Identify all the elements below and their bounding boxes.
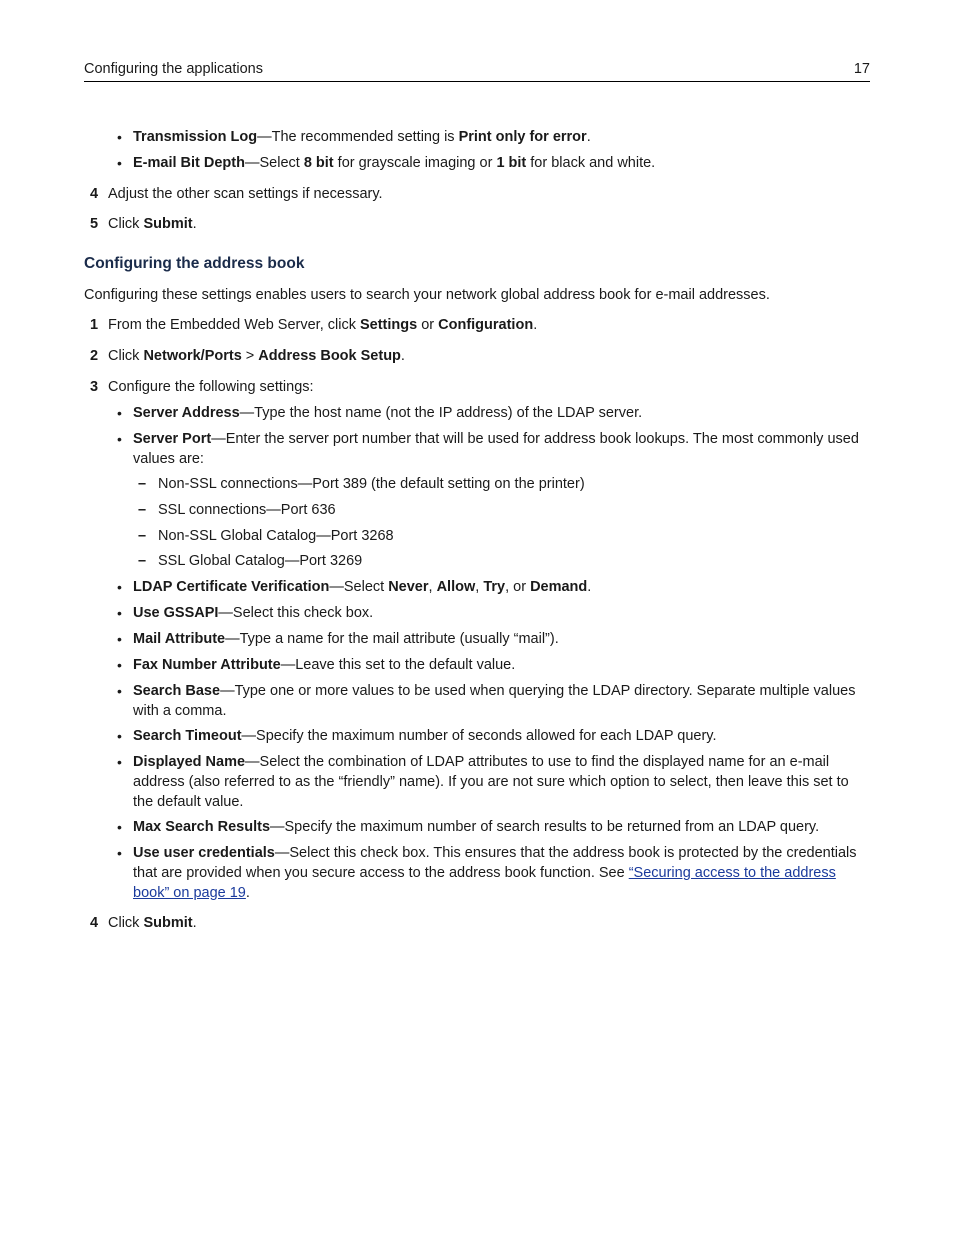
term: E-mail Bit Depth [133,155,245,171]
setting-fax-number-attribute [133,655,515,675]
text: for black and white. [526,155,656,171]
bullet-icon: • [117,683,122,699]
port-item: Non-SSL Global Catalog—Port 3268 [158,528,394,544]
text: Click [108,216,144,232]
term: Fax Number Attribute [133,657,281,673]
option: Demand [530,579,588,595]
text: —Select [244,155,304,171]
section-intro: Configuring these settings enables users to search your network global address book for e-mail addresses. [84,287,770,303]
section-heading: Configuring the address book [84,255,305,272]
setting-max-search-results [133,817,819,837]
bullet-icon: • [117,155,122,171]
text: Click [108,348,144,364]
dash-icon: – [138,553,147,569]
option: Never [388,579,429,595]
bullet-transmission-log [133,127,591,147]
step-number: 4 [90,915,99,931]
text: From the Embedded Web Server, click [108,317,360,333]
term: Mail Attribute [133,631,226,647]
text: —Type the host name (not the IP address) of the LDAP server. [239,405,643,421]
text: . [587,579,592,595]
text: —Select this check box. This ensures that the address book is protected by the credentials that are provided when you secure access to the address book function. See [133,845,857,881]
text: . [192,216,197,232]
setting-server-port [133,429,869,469]
term: Search Timeout [133,728,242,744]
text: for grayscale imaging or [333,155,497,171]
bullet-icon: • [117,431,122,447]
bullet-icon: • [117,405,122,421]
text: . [192,915,197,931]
setting-displayed-name [133,752,869,812]
step-click-submit [108,214,197,234]
term: Use user credentials [133,845,275,861]
option: Try [483,579,506,595]
ui-label: Submit [143,915,193,931]
option: Print only for error [458,129,587,145]
text: —Specify the maximum number of seconds allowed for each LDAP query. [241,728,717,744]
text: . [400,348,405,364]
text: > [241,348,259,364]
text: —Select the combination of LDAP attributes to use to find the displayed name for an e-mail address (also referred to as the “friendly” name). If you are not sure which option to select, then leave this set to the default value. [133,754,849,810]
term: Search Base [133,683,221,699]
bullet-email-bit-depth [133,153,655,173]
setting-use-gssapi [133,603,373,623]
dash-icon: – [138,502,147,518]
bullet-icon: • [117,579,122,595]
setting-use-user-credentials [133,843,869,903]
term: Max Search Results [133,819,271,835]
text: or [417,317,439,333]
text: , or [505,579,531,595]
text: —Select [329,579,389,595]
securing-access-link[interactable]: “Securing access to the address book” on page 19 [133,865,836,901]
step-number: 2 [90,348,99,364]
dash-icon: – [138,476,147,492]
text: , [428,579,437,595]
ui-label: Network/Ports [143,348,242,364]
step-navigate-address-book [108,346,405,366]
bullet-icon: • [117,129,122,145]
bullet-icon: • [117,605,122,621]
term: LDAP Certificate Verification [133,579,330,595]
text: —Select this check box. [218,605,374,621]
setting-search-base [133,681,869,721]
text: —Enter the server port number that will be used for address book lookups. The most commonly used values are: [133,431,859,467]
text: . [533,317,538,333]
text: —Type a name for the mail attribute (usually “mail”). [225,631,559,647]
bullet-icon: • [117,819,122,835]
port-item: Non-SSL connections—Port 389 (the default setting on the printer) [158,476,585,492]
bullet-icon: • [117,728,122,744]
text: . [586,129,591,145]
text: , [475,579,484,595]
text: —The recommended setting is [257,129,459,145]
text: . [245,885,250,901]
text: —Type one or more values to be used when querying the LDAP directory. Separate multiple values with a comma. [133,683,856,719]
setting-search-timeout [133,726,717,746]
term: Use GSSAPI [133,605,219,621]
bullet-icon: • [117,845,122,861]
setting-ldap-certificate [133,577,591,597]
step-adjust-scan: Adjust the other scan settings if necessary. [108,186,383,202]
step-number: 1 [90,317,99,333]
step-configure-settings: Configure the following settings: [108,379,314,395]
ui-label: Configuration [438,317,534,333]
term: Transmission Log [133,129,258,145]
term: Displayed Name [133,754,246,770]
term: Server Address [133,405,240,421]
header-page-number: 17 [853,61,870,77]
option: 1 bit [496,155,527,171]
ui-label: Settings [359,317,418,333]
step-number: 3 [90,379,99,395]
option: Allow [436,579,476,595]
ui-label: Address Book Setup [258,348,401,364]
term: Server Port [133,431,212,447]
step-number: 4 [90,186,99,202]
port-item: SSL Global Catalog—Port 3269 [158,553,363,569]
bullet-icon: • [117,631,122,647]
step-number: 5 [90,216,99,232]
header-section-title: Configuring the applications [84,61,263,77]
setting-server-address [133,403,642,423]
setting-mail-attribute [133,629,559,649]
step-click-submit-final [108,913,197,933]
text: Click [108,915,144,931]
page-header [84,61,870,82]
text: —Specify the maximum number of search results to be returned from an LDAP query. [270,819,820,835]
bullet-icon: • [117,754,122,770]
option: 8 bit [303,155,334,171]
step-open-ews [108,315,537,335]
ui-label: Submit [143,216,193,232]
text: —Leave this set to the default value. [280,657,516,673]
dash-icon: – [138,528,147,544]
bullet-icon: • [117,657,122,673]
port-item: SSL connections—Port 636 [158,502,336,518]
